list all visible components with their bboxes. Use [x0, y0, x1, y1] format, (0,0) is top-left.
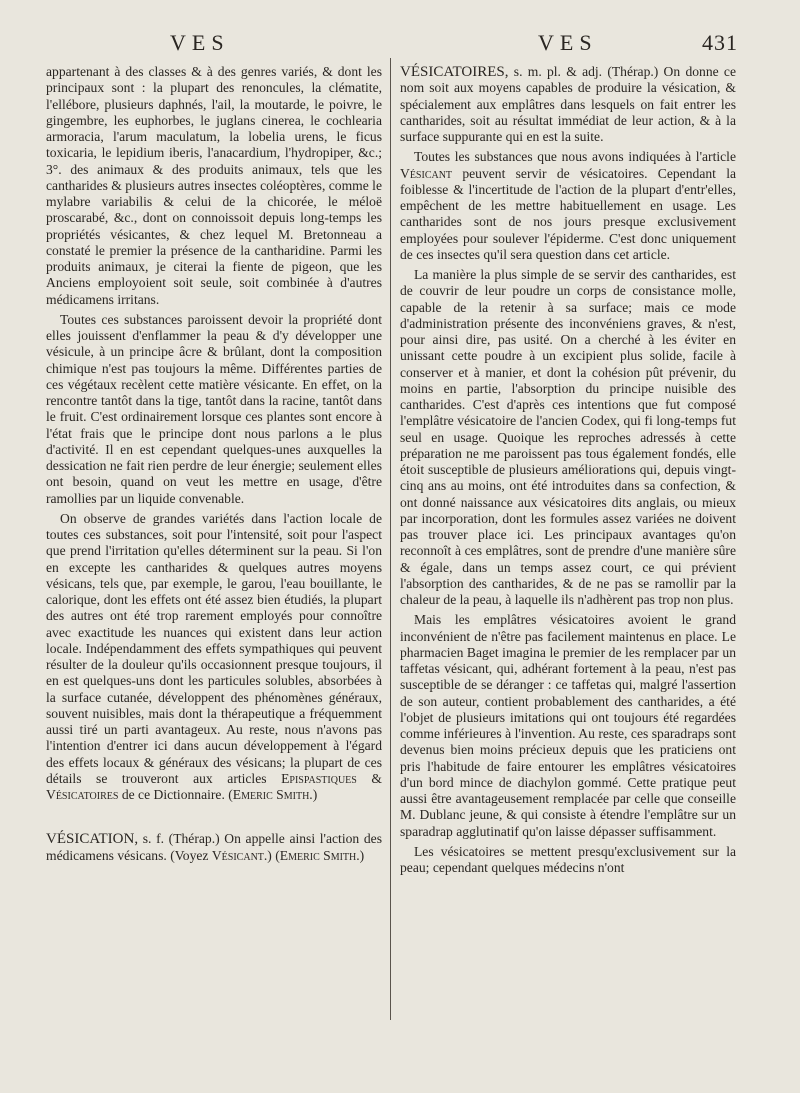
- entry-vesicatoires: [400, 64, 736, 145]
- left-paragraph-3-end: de ce Dictionnaire.: [121, 787, 225, 802]
- right-paragraph-5: Les vésicatoires se mettent presqu'exclusivement sur la peau; cependant quelques médecins n'ont: [400, 843, 736, 875]
- header-left-word: VES: [170, 30, 230, 55]
- running-header: [0, 30, 800, 60]
- left-paragraph-1: appartenant à des classes & à des genres variés, & dont les principaux sont : la plupart des renoncules, la clématite, l'ellébore, plusieurs daphnés, l'ail, la moutarde, le poivre, le gingembre, les euphorbes, le juglans cinerea, le cochlearia armoracia, l'arum maculatum, la lobelia urens, le ficus toxicaria, le lepidium iberis, l'anacardium, l'hydropiper, &c.; 3°. des animaux & des produits animaux, tels que les cantharides & plusieurs autres insectes coléoptères, comme le mylabre variabilis & celui de la chicorée, le méloë proscarabé, &c., dont on connoissoit depuis long-temps les propriétés vésicantes, & chez lequel M. Bretonneau a constaté le premier la présence de la cantharidine. Parmi les produits animaux, je citerai la fiente de pigeon, que les Anciens employoient soit seule, soit combinée à d'autres médicamens irritans.: [46, 64, 382, 307]
- cross-ref-vesicant: Vésicant.): [211, 847, 272, 863]
- right-paragraph-3: La manière la plus simple de se servir des cantharides, est de couvrir de leur poudre un corps de consistance molle, capable de la retenir à sa surface; mais ce mode d'administration présente des inconvéniens graves, & n'est, pour ainsi dire, pas usité. On a cherché à les éviter en unissant cette poudre à un excipient plus solide, facile à conserver et à manier, et dont la cohésion pût prévenir, du moins en partie, l'absorption du principe nuisible des cantharides. C'est d'après ces intentions que fut composé l'emplâtre vésicatoire de l'ancien Codex, qui fi long-temps fut seul en usage. Quoique les reproches adressés à cette préparation ne me paroissent pas tous également fondés, elle étoit susceptible de plusieurs améliorations qui, depuis vingt-cinq ans au moins, ont été introduites dans sa confection, & ont donné naissance aux vésicatoires dits anglais, ou mieux par incorporation, dont les formules assez variées ne doivent pas trouver place ici. Les principaux avantages qu'on reconnoît à ces emplâtres, sont de prendre d'une manière sûre & égale, dans un temps assez court, ce qui prévient l'absorption des cantharides, & de ne pas se ramollir par la chaleur de la peau, à laquelle ils n'adhèrent pas trop non plus.: [400, 267, 736, 607]
- right-column: [400, 64, 736, 876]
- header-right-word: VES: [538, 30, 598, 55]
- right-paragraph-1: s. m. pl. & adj. (Thérap.) On donne ce nom soit aux moyens capables de produire la vésication, & spécialement aux emplâtres dans lesquels on fait entrer les cantharides, soit au résultat immédiat de leur action, & à la surface suppurante qui en est la suite.: [400, 64, 736, 144]
- cross-ref-vesicatoires: Vésicatoires: [46, 787, 119, 802]
- entry-vesication-body: s. f. (Thérap.) On appelle ainsi l'action des médicamens vésicans. (Voyez: [46, 831, 382, 863]
- page-number: 431: [702, 30, 738, 55]
- entry-vesication: [46, 831, 382, 864]
- left-paragraph-3-text: On observe de grandes variétés dans l'action locale de toutes ces substances, soit pour l'intensité, soit pour l'aspect que prend l'irritation qu'elles déterminent sur la peau. Si l'on en excepte les cantharides & quelques autres moyens vésicans, tels que, par exemple, le garou, l'eau bouillante, le calorique, dont les effets ont été assez bien étudiés, la plupart des autres ont été trop rarement employés pour connoître avec exactitude les nuances qui existent dans leur action locale. Indépendamment des effets sympathiques qui peuvent résulter de la douleur qu'ils occasionnent presque toujours, il en est quelques-uns dont les particules solubles, absorbées à la surface cutanée, développent des phénomènes généraux, souvent nuisibles, mais dont la thérapeutique a fréquemment aussi tiré un parti avantageux. Au reste, nous n'avons pas l'intention d'entrer ici dans aucun développement à l'égard des effets locaux & généraux des vésicans; la plupart de ces détails se trouveront aux articles: [46, 510, 382, 786]
- author-signature: (Emeric Smith.): [228, 787, 318, 802]
- right-paragraph-4: Mais les emplâtres vésicatoires avoient le grand inconvénient de n'être pas facilement maintenus en place. Le pharmacien Baget imagina le premier de les remplacer par un taffetas vésicant, qui, adhérant fortement à la peau, n'est pas susceptible de se déranger : ce taffetas qui, malgré l'assertion de son auteur, contient probablement des cantharides, a été l'objet de plusieurs imitations qui ont toujours été regardées comme inférieures à l'invention. Au reste, ces sparadraps sont devenus bien moins précieux depuis que les praticiens ont pris l'habitude de faire entourer les emplâtres vésicatoires d'un bord mince de diachylon gommé. Cette pratique peut aussi être avantageusement remplacée par celle que conseille M. Dublanc jeune, & qui consiste à étendre l'emplâtre sur un sparadrap agglutinatif qu'on laisse dépasser suffisamment.: [400, 612, 736, 839]
- cross-ref-epispastiques: Epispastiques: [281, 770, 357, 786]
- left-column: [46, 64, 382, 864]
- left-paragraph-2: Toutes ces substances paroissent devoir la propriété dont elles jouissent d'enflammer la peau & d'y développer une vésicule, à un principe âcre & brûlant, dont la composition chimique n'est pas toujours la même. Différentes parties de ces végétaux recèlent cette matière vésicante. En effet, on la rencontre tantôt dans la tige, tantôt dans la racine, tantôt dans le fruit. C'est ordinairement lorsque ces plantes sont encore à l'état frais que le principe dont nous parlons a le plus d'activité. Il en est cependant quelques-unes auxquelles la dessication ne fait rien perdre de leur énergie; seulement elles ont besoin, quand on veut les mettre en usage, d'être ramollies par un liquide convenable.: [46, 311, 382, 506]
- right-paragraph-2a: Toutes les substances que nous avons indiquées à l'article: [414, 149, 736, 165]
- left-paragraph-3: [46, 511, 382, 804]
- column-divider: [390, 58, 391, 1020]
- ampersand: &: [371, 770, 382, 786]
- right-paragraph-2b: peuvent servir de vésicatoires. Cependant la foiblesse & l'incertitude de l'action de la plupart d'entr'elles, empêchent de les mettre habituellement en usage. Les cantharides sont de nos jours presque exclusivement employées pour soulever l'épiderme. C'est donc uniquement de ces insectes qu'il sera question dans cet article.: [400, 165, 737, 262]
- right-paragraph-2: [400, 149, 736, 263]
- cross-ref-vesicant-right: Vésicant: [400, 165, 453, 181]
- entry-headword-vesication: VÉSICATION,: [46, 831, 139, 848]
- entry-signature: (Emeric Smith.): [275, 847, 365, 863]
- entry-headword-vesicatoires: VÉSICATOIRES,: [400, 64, 509, 80]
